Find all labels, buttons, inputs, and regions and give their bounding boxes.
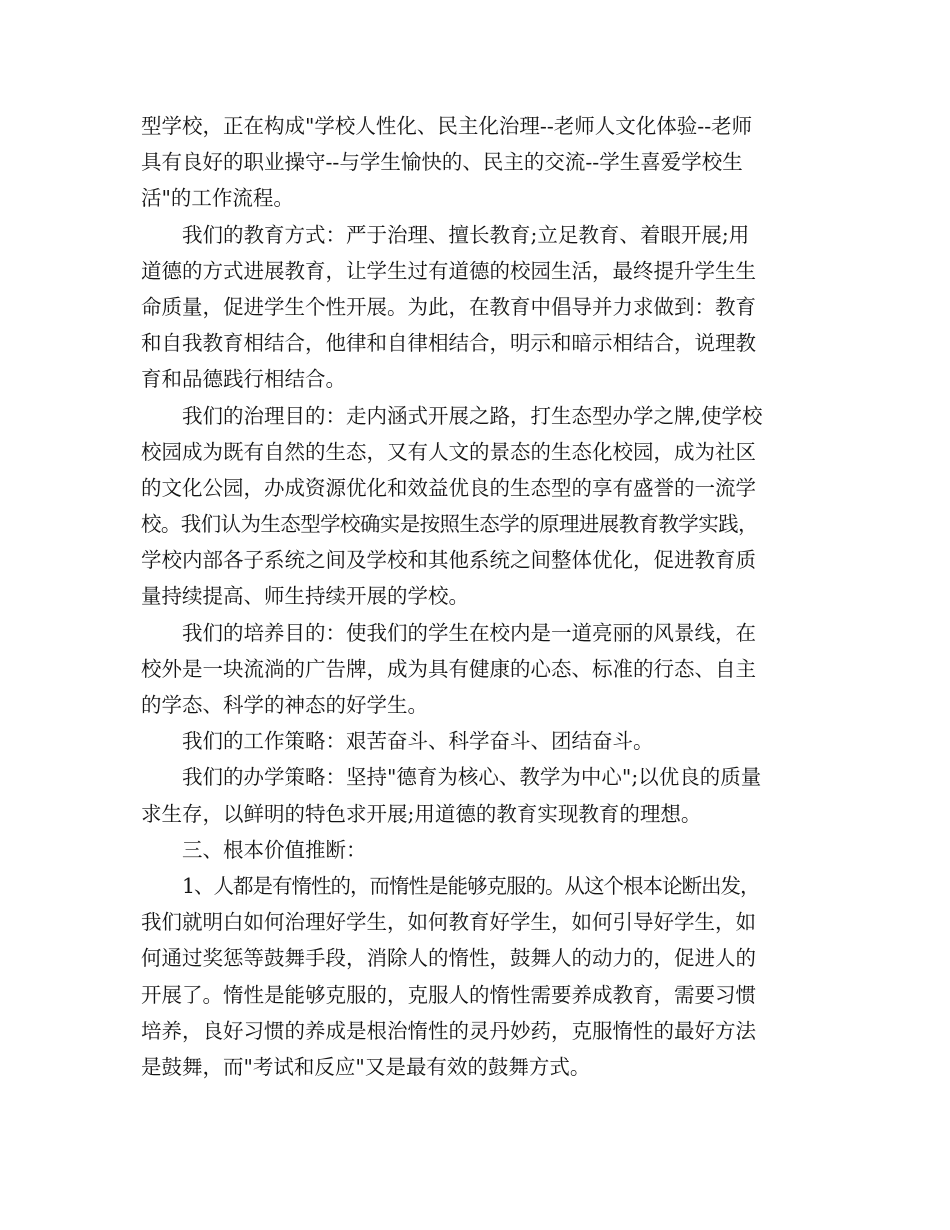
- text-line: 是鼓舞，而"考试和反应"又是最有效的鼓舞方式。: [141, 1054, 591, 1079]
- text-line: 我们就明白如何治理好学生，如何教育好学生，如何引导好学生，如: [141, 910, 756, 935]
- text-line: 和自我教育相结合，他律和自律相结合，明示和暗示相结合，说理教: [141, 331, 756, 356]
- text-line: 我们的办学策略：坚持"德育为核心、教学为中心";以优良的质量: [182, 765, 762, 790]
- text-line: 三、根本价值推断：: [182, 837, 367, 862]
- text-line: 我们的培养目的：使我们的学生在校内是一道亮丽的风景线，在: [182, 620, 756, 645]
- text-line: 校外是一块流淌的广告牌，成为具有健康的心态、标准的行态、自主: [141, 656, 756, 681]
- text-line: 的学态、科学的神态的好学生。: [141, 693, 428, 717]
- text-line: 我们的教育方式：严于治理、擅长教育;立足教育、着眼开展;用: [182, 222, 750, 247]
- text-line: 1、人都是有惰性的，而惰性是能够克服的。从这个根本论断出发，: [182, 873, 760, 898]
- text-line: 命质量，促进学生个性开展。为此，在教育中倡导并力求做到：教育: [141, 294, 756, 319]
- text-line: 育和品德践行相结合。: [141, 367, 346, 392]
- text-line: 量持续提高、师生持续开展的学校。: [141, 584, 469, 609]
- text-line: 活"的工作流程。: [141, 186, 294, 211]
- text-line: 培养，良好习惯的养成是根治惰性的灵丹妙药，克服惰性的最好方法: [141, 1018, 756, 1043]
- text-line: 我们的治理目的：走内涵式开展之路，打生态型办学之牌,使学校: [182, 403, 763, 428]
- text-line: 校。我们认为生态型学校确实是按照生态学的原理进展教育教学实践，: [141, 512, 758, 537]
- body-text: [141, 108, 809, 1085]
- text-line: 具有良好的职业操守--与学生愉快的、民主的交流--学生喜爱学校生: [141, 150, 743, 175]
- text-line: 道德的方式进展教育，让学生过有道德的校园生活，最终提升学生生: [141, 258, 756, 283]
- text-line: 的文化公园，办成资源优化和效益优良的生态型的享有盛誉的一流学: [141, 475, 756, 500]
- text-line: 型学校，正在构成"学校人性化、民主化治理--老师人文化体验--老师: [141, 114, 753, 138]
- text-line: 求生存，以鲜明的特色求开展;用道德的教育实现教育的理想。: [141, 801, 702, 826]
- text-line: 学校内部各子系统之间及学校和其他系统之间整体优化，促进教育质: [141, 548, 756, 573]
- text-line: 我们的工作策略：艰苦奋斗、科学奋斗、团结奋斗。: [182, 729, 654, 754]
- text-line: 开展了。惰性是能够克服的，克服人的惰性需要养成教育，需要习惯: [141, 982, 756, 1007]
- text-line: 校园成为既有自然的生态，又有人文的景态的生态化校园，成为社区: [141, 439, 756, 464]
- text-line: 何通过奖惩等鼓舞手段，消除人的惰性，鼓舞人的动力的，促进人的: [141, 946, 756, 971]
